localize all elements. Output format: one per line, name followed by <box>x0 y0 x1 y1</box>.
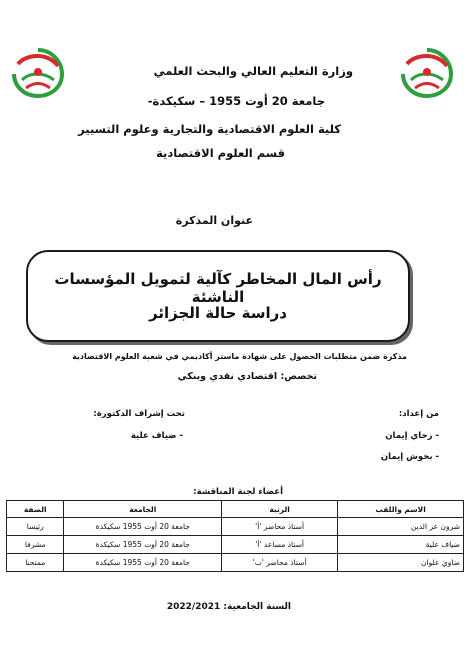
member-rank: أستاذ محاضر 'ب' <box>222 554 338 572</box>
member-university: جامعة 20 أوت 1955 سكيكدة <box>64 536 222 554</box>
supervisor-label: تحت إشراف الدكتورة: <box>93 409 185 419</box>
academic-year: السنة الجامعية: 2022/2021 <box>166 602 291 612</box>
ministry-name: وزارة التعليم العالي والبحث العلمي <box>153 64 353 78</box>
committee-table <box>6 500 464 572</box>
header-university: الجامعة <box>64 501 222 518</box>
member-name: ضياف علية <box>338 536 464 554</box>
prepared-by-label: من إعداد: <box>398 409 439 419</box>
committee-label: أعضاء لجنة المناقشة: <box>193 487 283 497</box>
title-box <box>26 250 410 342</box>
header-name: الاسم واللقب <box>338 501 464 518</box>
member-role: رئيسا <box>7 518 64 536</box>
table-row <box>7 554 464 572</box>
member-role: مشرفا <box>7 536 64 554</box>
member-name: شرون عز الدين <box>338 518 464 536</box>
supervisor-name: - ضياف علية <box>130 431 183 441</box>
student-name-2: - بخوش إيمان <box>380 452 439 462</box>
thesis-purpose: مذكرة ضمن متطلبات الحصول على شهادة ماستر أكاديمي في شعبة العلوم الاقتصادية <box>72 352 407 361</box>
student-name-1: - رحاي إيمان <box>385 431 439 441</box>
member-university: جامعة 20 أوت 1955 سكيكدة <box>64 554 222 572</box>
header-rank: الرتبة <box>222 501 338 518</box>
header-role: الصفة <box>7 501 64 518</box>
thesis-title-line2: دراسة حالة الجزائر <box>149 304 287 322</box>
table-row <box>7 536 464 554</box>
member-university: جامعة 20 أوت 1955 سكيكدة <box>64 518 222 536</box>
member-rank: أستاذ محاضر 'أ' <box>222 518 338 536</box>
university-name: جامعة 20 أوت 1955 – سكيكدة- <box>147 94 325 108</box>
memo-title-label: عنوان المذكرة <box>175 214 253 227</box>
member-rank: أستاذ مساعد 'أ' <box>222 536 338 554</box>
member-role: ممتحنا <box>7 554 64 572</box>
university-logo-right <box>397 44 457 100</box>
table-header-row <box>7 501 464 518</box>
thesis-title-line1: رأس المال المخاطر كآلية لتمويل المؤسسات الناشئة <box>54 270 382 306</box>
table-row <box>7 518 464 536</box>
department-name: قسم العلوم الاقتصادية <box>156 146 285 160</box>
faculty-name: كلية العلوم الاقتصادية والتجارية وعلوم التسيير <box>78 122 341 136</box>
university-logo-left <box>8 44 68 100</box>
member-name: ضاوي علوان <box>338 554 464 572</box>
specialization: تخصص: اقتصادي نقدي وبنكي <box>177 371 317 382</box>
